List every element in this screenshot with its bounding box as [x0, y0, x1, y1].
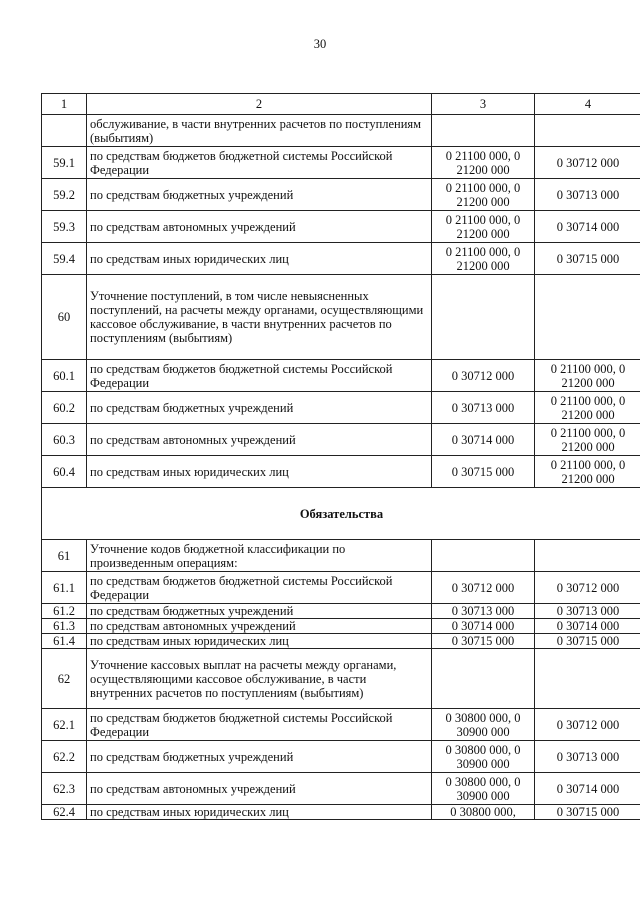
row-number: 60.2: [42, 392, 87, 424]
table-row: [42, 649, 640, 709]
section-title: Обязательства: [42, 488, 640, 540]
col4-cell: 0 30713 000: [535, 604, 640, 619]
col4-cell: 0 30712 000: [535, 709, 640, 741]
table-row: [42, 392, 640, 424]
row-description: по средствам бюджетов бюджетной системы Российской Федерации: [87, 147, 432, 179]
row-description: по средствам автономных учреждений: [87, 619, 432, 634]
row-number: 62.4: [42, 805, 87, 820]
table-row: [42, 424, 640, 456]
row-description: по средствам бюджетных учреждений: [87, 392, 432, 424]
col3-cell: 0 30714 000: [432, 424, 535, 456]
row-number: 59.2: [42, 179, 87, 211]
col3-cell: 0 30800 000, 0 30900 000: [432, 773, 535, 805]
col3-cell: 0 21100 000, 0 21200 000: [432, 147, 535, 179]
table-row: [42, 456, 640, 488]
col4-cell: 0 30715 000: [535, 243, 640, 275]
table-row: [42, 805, 640, 820]
col3-cell: 0 21100 000, 0 21200 000: [432, 179, 535, 211]
col4-cell: [535, 115, 640, 147]
row-description: Уточнение кодов бюджетной классификации по произведенным операциям:: [87, 540, 432, 572]
col4-cell: 0 30714 000: [535, 773, 640, 805]
accounts-table: [41, 93, 640, 820]
table-row: [42, 360, 640, 392]
col4-cell: [535, 275, 640, 360]
col4-cell: 0 30713 000: [535, 741, 640, 773]
row-description: обслуживание, в части внутренних расчетов по поступлениям (выбытиям): [87, 115, 432, 147]
table-row: [42, 540, 640, 572]
col3-cell: 0 30800 000,: [432, 805, 535, 820]
row-description: по средствам бюджетных учреждений: [87, 604, 432, 619]
table-row: [42, 115, 640, 147]
col3-cell: 0 30712 000: [432, 572, 535, 604]
row-number: 62: [42, 649, 87, 709]
col4-cell: [535, 649, 640, 709]
table-row: [42, 619, 640, 634]
row-number: 62.1: [42, 709, 87, 741]
col4-cell: [535, 540, 640, 572]
table-row: [42, 243, 640, 275]
row-description: Уточнение поступлений, в том числе невыясненных поступлений, на расчеты между органами, осуществляющими кассовое обслуживание, в части внутренних расчетов по поступлениям (выбытиям): [87, 275, 432, 360]
row-description: по средствам бюджетов бюджетной системы Российской Федерации: [87, 572, 432, 604]
row-description: по средствам иных юридических лиц: [87, 456, 432, 488]
column-header: 2: [87, 94, 432, 115]
col3-cell: 0 30714 000: [432, 619, 535, 634]
row-number: 60.4: [42, 456, 87, 488]
col3-cell: [432, 275, 535, 360]
col4-cell: 0 30715 000: [535, 634, 640, 649]
col3-cell: [432, 649, 535, 709]
col4-cell: 0 21100 000, 0 21200 000: [535, 360, 640, 392]
row-number: 61.4: [42, 634, 87, 649]
col3-cell: 0 30712 000: [432, 360, 535, 392]
col3-cell: 0 21100 000, 0 21200 000: [432, 211, 535, 243]
col4-cell: 0 30713 000: [535, 179, 640, 211]
table-row: [42, 709, 640, 741]
section-row: [42, 488, 640, 540]
col4-cell: 0 30714 000: [535, 619, 640, 634]
row-number: 62.2: [42, 741, 87, 773]
row-description: по средствам бюджетных учреждений: [87, 179, 432, 211]
column-header: 1: [42, 94, 87, 115]
row-description: по средствам автономных учреждений: [87, 424, 432, 456]
row-number: 61.3: [42, 619, 87, 634]
col3-cell: 0 30713 000: [432, 392, 535, 424]
row-description: по средствам иных юридических лиц: [87, 243, 432, 275]
col3-cell: [432, 540, 535, 572]
row-description: по средствам иных юридических лиц: [87, 805, 432, 820]
col3-cell: 0 30800 000, 0 30900 000: [432, 741, 535, 773]
col4-cell: 0 21100 000, 0 21200 000: [535, 456, 640, 488]
row-description: по средствам иных юридических лиц: [87, 634, 432, 649]
table-row: [42, 741, 640, 773]
table-row: [42, 773, 640, 805]
row-number: 59.3: [42, 211, 87, 243]
table-row: [42, 147, 640, 179]
col4-cell: 0 30712 000: [535, 572, 640, 604]
column-header: 3: [432, 94, 535, 115]
row-description: по средствам бюджетов бюджетной системы Российской Федерации: [87, 709, 432, 741]
row-number: 61.1: [42, 572, 87, 604]
table-row: [42, 179, 640, 211]
row-description: по средствам бюджетов бюджетной системы Российской Федерации: [87, 360, 432, 392]
row-number: 62.3: [42, 773, 87, 805]
row-number: 59.4: [42, 243, 87, 275]
table-row: [42, 634, 640, 649]
page-number: 30: [313, 37, 327, 51]
col3-cell: [432, 115, 535, 147]
row-number: [42, 115, 87, 147]
column-header: 4: [535, 94, 640, 115]
table-row: [42, 604, 640, 619]
row-description: по средствам автономных учреждений: [87, 211, 432, 243]
col4-cell: 0 21100 000, 0 21200 000: [535, 424, 640, 456]
col4-cell: 0 30712 000: [535, 147, 640, 179]
col3-cell: 0 30715 000: [432, 456, 535, 488]
row-description: по средствам бюджетных учреждений: [87, 741, 432, 773]
table-row: [42, 275, 640, 360]
table-row: [42, 211, 640, 243]
row-number: 61: [42, 540, 87, 572]
row-description: Уточнение кассовых выплат на расчеты между органами, осуществляющими кассовое обслуживание, в части внутренних расчетов по поступлениям (выбытиям): [87, 649, 432, 709]
header-row: [42, 94, 640, 115]
col4-cell: 0 30714 000: [535, 211, 640, 243]
col3-cell: 0 30800 000, 0 30900 000: [432, 709, 535, 741]
row-number: 60.1: [42, 360, 87, 392]
col3-cell: 0 30713 000: [432, 604, 535, 619]
table-row: [42, 572, 640, 604]
row-number: 60.3: [42, 424, 87, 456]
col4-cell: 0 30715 000: [535, 805, 640, 820]
col3-cell: 0 30715 000: [432, 634, 535, 649]
row-number: 59.1: [42, 147, 87, 179]
col4-cell: 0 21100 000, 0 21200 000: [535, 392, 640, 424]
row-number: 60: [42, 275, 87, 360]
row-description: по средствам автономных учреждений: [87, 773, 432, 805]
col3-cell: 0 21100 000, 0 21200 000: [432, 243, 535, 275]
row-number: 61.2: [42, 604, 87, 619]
